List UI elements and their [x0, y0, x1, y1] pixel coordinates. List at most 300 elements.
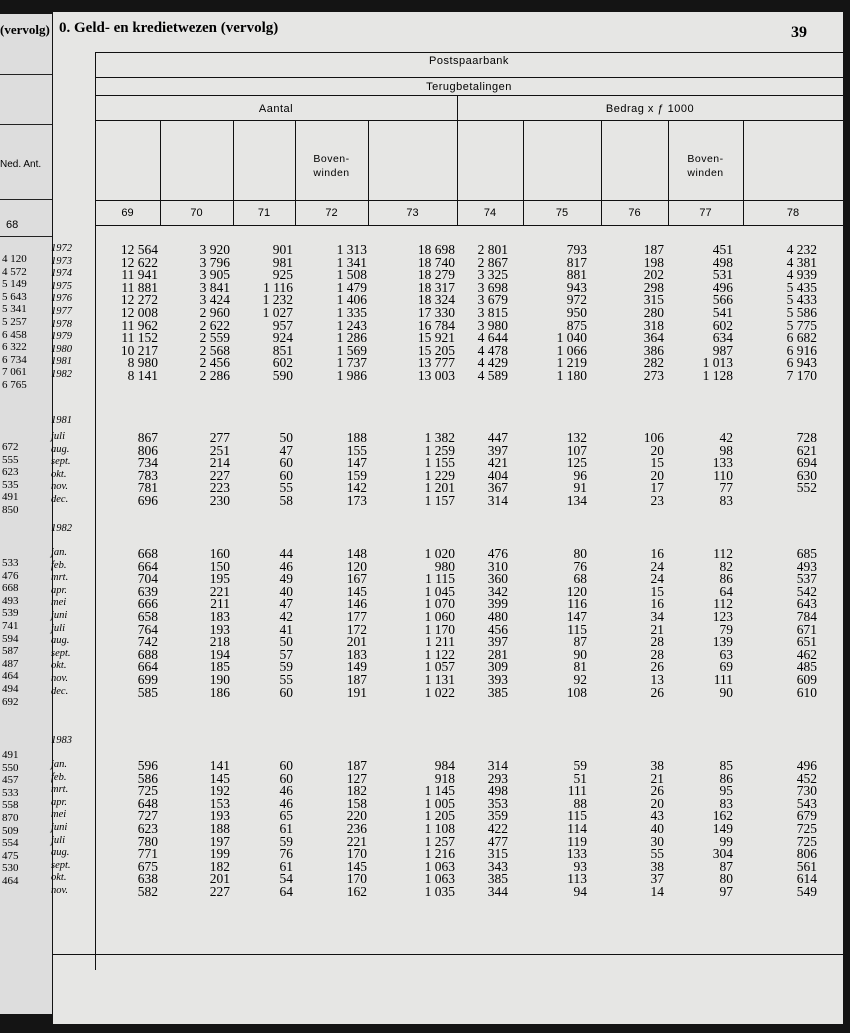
table-cell: 1 406: [336, 292, 367, 308]
table-cell: 783: [137, 467, 158, 483]
table-cell: 125: [566, 455, 587, 471]
period-label: apr.: [51, 796, 68, 808]
left-page-value: 533: [2, 557, 19, 569]
table-cell: 498: [487, 783, 508, 799]
table-cell: 531: [712, 267, 733, 283]
period-label: 1972: [51, 243, 72, 254]
table-cell: 173: [346, 493, 367, 508]
table-cell: 771: [137, 846, 158, 862]
table-cell: 1 027: [262, 305, 293, 320]
table-cell: 780: [137, 833, 158, 849]
table-cell: 11 941: [121, 267, 158, 283]
period-label: 1975: [51, 280, 72, 292]
left-page-value: 692: [2, 695, 19, 708]
table-cell: 817: [566, 254, 587, 270]
table-cell: 57: [279, 646, 293, 662]
table-cell: 668: [137, 546, 158, 561]
table-cell: 123: [712, 609, 733, 624]
header-rule: [95, 120, 843, 121]
table-cell: 47: [279, 442, 293, 458]
table-cell: 160: [209, 546, 230, 561]
table-cell: 451: [712, 242, 733, 257]
table-cell: 918: [434, 770, 455, 786]
table-cell: 46: [279, 795, 293, 811]
table-cell: 177: [346, 609, 367, 624]
table-cell: 211: [210, 596, 230, 612]
left-page-col-number: 68: [6, 219, 19, 231]
table-cell: 1 063: [424, 858, 455, 874]
period-label: nov.: [51, 481, 69, 493]
table-cell: 658: [137, 609, 158, 624]
table-cell: 49: [279, 571, 293, 587]
table-cell: 3 980: [477, 317, 508, 333]
table-cell: 11 962: [121, 317, 158, 333]
left-page-value: 539: [2, 607, 19, 620]
table-cell: 666: [137, 596, 158, 612]
table-cell: 537: [796, 571, 817, 587]
table-cell: 485: [796, 659, 817, 675]
table-cell: 51: [573, 770, 587, 786]
table-cell: 3 815: [477, 305, 508, 320]
table-cell: 14: [650, 884, 664, 899]
table-cell: 54: [279, 871, 293, 887]
table-cell: 63: [719, 646, 733, 662]
table-cell: 132: [566, 430, 587, 445]
table-cell: 5 433: [786, 292, 817, 308]
period-label: 1981: [51, 415, 72, 426]
table-cell: 116: [567, 596, 587, 612]
table-cell: 40: [650, 821, 664, 836]
table-cell: 727: [137, 808, 158, 824]
table-cell: 20: [650, 467, 664, 483]
period-label: dec.: [51, 494, 69, 505]
left-page-value: 6 322: [2, 341, 27, 354]
table-cell: 1 045: [424, 583, 455, 599]
table-cell: 493: [796, 558, 817, 574]
table-cell: 83: [719, 493, 733, 508]
left-page-value: 587: [2, 645, 19, 658]
table-cell: 59: [279, 659, 293, 675]
table-cell: 1 157: [424, 493, 455, 508]
table-cell: 21: [650, 770, 664, 786]
table-cell: 115: [567, 621, 587, 637]
table-cell: 404: [487, 467, 508, 483]
table-cell: 277: [209, 430, 230, 445]
table-cell: 1 201: [424, 480, 455, 496]
table-cell: 26: [650, 684, 664, 700]
table-cell: 133: [566, 846, 587, 862]
table-cell: 364: [643, 330, 664, 346]
table-cell: 987: [712, 342, 733, 358]
table-cell: 145: [346, 858, 367, 874]
table-cell: 191: [346, 684, 367, 700]
table-cell: 867: [137, 430, 158, 445]
period-label: juni: [51, 822, 68, 833]
table-cell: 1 232: [262, 292, 293, 308]
table-cell: 6 943: [786, 355, 817, 371]
table-cell: 13 003: [417, 368, 455, 383]
table-cell: 106: [643, 430, 664, 445]
table-cell: 309: [487, 659, 508, 675]
left-page-value: 464: [2, 875, 19, 887]
table-cell: 1 022: [424, 684, 455, 700]
table-cell: 397: [487, 634, 508, 650]
table-cell: 187: [346, 672, 367, 687]
table-cell: 639: [137, 583, 158, 599]
left-page-value: 475: [2, 849, 19, 862]
table-cell: 2 867: [477, 254, 508, 270]
table-cell: 147: [346, 455, 367, 471]
table-cell: 696: [137, 493, 158, 508]
table-cell: 107: [566, 442, 587, 458]
table-cell: 80: [573, 546, 587, 561]
table-cell: 1 035: [424, 884, 455, 899]
table-cell: 30: [650, 833, 664, 849]
table-cell: 1 116: [263, 279, 293, 295]
table-cell: 193: [209, 808, 230, 824]
table-cell: 90: [573, 646, 587, 662]
table-cell: 46: [279, 783, 293, 799]
table-cell: 162: [346, 884, 367, 899]
table-cell: 17 330: [417, 305, 455, 320]
table-cell: 139: [712, 634, 733, 650]
left-page-value: 5 643: [2, 290, 27, 303]
table-cell: 664: [137, 659, 158, 675]
table-cell: 59: [279, 833, 293, 849]
table-cell: 393: [487, 672, 508, 687]
left-page-header: (vervolg): [0, 22, 50, 37]
table-cell: 195: [209, 571, 230, 587]
table-cell: 957: [272, 317, 293, 333]
table-cell: 82: [719, 558, 733, 574]
table-cell: 851: [272, 342, 293, 358]
table-cell: 183: [346, 646, 367, 662]
table-cell: 664: [137, 558, 158, 574]
table-cell: 4 589: [477, 368, 508, 383]
table-cell: 3 424: [199, 292, 230, 308]
table-cell: 111: [713, 672, 733, 687]
table-cell: 182: [346, 783, 367, 799]
table-cell: 3 325: [477, 267, 508, 283]
column-number: 77: [699, 207, 712, 219]
stub-vertical-rule: [95, 52, 96, 970]
table-cell: 150: [209, 558, 230, 574]
table-cell: 315: [643, 292, 664, 308]
table-cell: 55: [279, 480, 293, 496]
table-cell: 18 317: [417, 279, 455, 295]
table-cell: 55: [279, 672, 293, 687]
left-page-value: 550: [2, 761, 19, 774]
table-cell: 46: [279, 558, 293, 574]
period-label: mei: [51, 809, 67, 821]
left-page-rule: [0, 124, 52, 125]
header-rule: [95, 200, 843, 201]
period-label: juli: [51, 431, 66, 442]
table-cell: 112: [713, 596, 733, 612]
column-number: 69: [121, 207, 134, 219]
table-cell: 88: [573, 795, 587, 811]
table-cell: 76: [573, 558, 587, 574]
table-cell: 1 131: [424, 672, 455, 687]
table-cell: 85: [719, 758, 733, 773]
table-cell: 367: [487, 480, 508, 496]
table-cell: 638: [137, 871, 158, 887]
table-cell: 223: [209, 480, 230, 496]
table-cell: 60: [279, 467, 293, 483]
table-cell: 58: [279, 493, 293, 508]
table-cell: 1 211: [425, 634, 455, 650]
table-cell: 784: [796, 609, 817, 624]
table-cell: 397: [487, 442, 508, 458]
bottom-rule: [53, 954, 843, 955]
table-cell: 119: [567, 833, 587, 849]
table-cell: 3 698: [477, 279, 508, 295]
period-label: jan.: [51, 547, 68, 558]
table-cell: 17: [650, 480, 664, 496]
table-cell: 422: [487, 821, 508, 836]
column-number: 73: [406, 207, 419, 219]
period-label: sept.: [51, 647, 71, 659]
table-cell: 7 170: [786, 368, 817, 383]
table-cell: 10 217: [120, 342, 158, 358]
table-cell: 23: [650, 493, 664, 508]
table-cell: 476: [487, 546, 508, 561]
column-number: 70: [190, 207, 203, 219]
period-label: okt.: [51, 660, 67, 672]
table-cell: 730: [796, 783, 817, 799]
period-label: okt.: [51, 872, 67, 884]
period-label: nov.: [51, 673, 69, 684]
table-cell: 227: [209, 884, 230, 899]
table-cell: 972: [566, 292, 587, 308]
table-cell: 4 381: [786, 254, 817, 270]
table-cell: 77: [719, 480, 733, 496]
table-cell: 1 257: [424, 833, 455, 849]
table-cell: 1 108: [424, 821, 455, 836]
table-cell: 44: [279, 546, 293, 561]
table-cell: 120: [566, 583, 587, 599]
table-cell: 185: [209, 659, 230, 675]
table-cell: 542: [796, 583, 817, 599]
left-page-value: 668: [2, 582, 19, 595]
table-cell: 342: [487, 583, 508, 599]
table-cell: 170: [346, 871, 367, 887]
table-cell: 230: [209, 493, 230, 508]
table-cell: 16 784: [417, 317, 455, 333]
table-cell: 69: [719, 659, 733, 675]
table-cell: 24: [650, 558, 664, 574]
left-page-value: 491: [2, 749, 19, 761]
table-cell: 1 286: [336, 330, 367, 346]
table-cell: 4 429: [477, 355, 508, 371]
table-cell: 793: [566, 242, 587, 257]
table-cell: 901: [272, 242, 293, 257]
table-cell: 93: [573, 858, 587, 874]
period-label: sept.: [51, 456, 71, 468]
left-page-value: 476: [2, 569, 19, 582]
table-cell: 688: [137, 646, 158, 662]
table-cell: 220: [346, 808, 367, 824]
table-cell: 18 698: [417, 242, 455, 257]
period-label: sept.: [51, 859, 71, 871]
left-page-value: 850: [2, 504, 19, 516]
table-cell: 344: [487, 884, 508, 899]
table-cell: 452: [796, 770, 817, 786]
table-cell: 12 622: [120, 254, 158, 270]
table-cell: 1 040: [556, 330, 587, 346]
table-cell: 83: [719, 795, 733, 811]
table-cell: 614: [796, 871, 817, 887]
table-cell: 21: [650, 621, 664, 637]
table-cell: 566: [712, 292, 733, 308]
left-page-value: 594: [2, 632, 19, 645]
column-number: 75: [555, 207, 569, 219]
table-top-rule: [95, 52, 843, 53]
table-cell: 621: [796, 442, 817, 458]
column-number: 72: [325, 207, 338, 219]
table-cell: 38: [650, 858, 664, 874]
column-number: 78: [786, 207, 800, 219]
table-cell: 68: [573, 571, 587, 587]
table-cell: 630: [796, 467, 817, 483]
left-page-rule: [0, 199, 52, 200]
table-cell: 188: [346, 430, 367, 445]
table-cell: 280: [643, 305, 664, 320]
table-cell: 86: [719, 571, 733, 587]
period-label: 1981: [51, 356, 72, 368]
table-cell: 202: [643, 267, 664, 283]
period-label: 1978: [51, 318, 72, 330]
table-cell: 421: [487, 455, 508, 471]
table-cell: 477: [487, 833, 508, 849]
table-cell: 3 920: [199, 242, 230, 257]
table-cell: 5 435: [786, 279, 817, 295]
table-cell: 496: [796, 758, 817, 773]
table-cell: 188: [209, 821, 230, 836]
column-number: 76: [628, 207, 641, 219]
table-cell: 50: [279, 430, 293, 445]
period-label: apr.: [51, 584, 68, 596]
left-page-value: 493: [2, 594, 19, 607]
table-cell: 298: [643, 279, 664, 295]
table-cell: 38: [650, 758, 664, 773]
table-cell: 273: [643, 368, 664, 383]
left-page-value: 554: [2, 837, 19, 850]
table-cell: 2 456: [199, 355, 230, 371]
table-cell: 182: [209, 858, 230, 874]
flow-header: Terugbetalingen: [426, 81, 512, 93]
table-cell: 12 008: [120, 305, 158, 320]
table-cell: 55: [650, 846, 664, 862]
table-cell: 61: [279, 858, 293, 874]
period-label: okt.: [51, 468, 67, 480]
table-cell: 148: [346, 546, 367, 561]
table-cell: 590: [272, 368, 293, 383]
table-cell: 4 478: [477, 342, 508, 358]
table-cell: 734: [137, 455, 158, 471]
table-cell: 92: [573, 672, 587, 687]
table-cell: 80: [719, 871, 733, 887]
table-cell: 64: [719, 583, 733, 599]
table-cell: 447: [487, 430, 508, 445]
table-cell: 643: [796, 596, 817, 612]
left-page-value: 5 257: [2, 316, 27, 328]
table-cell: 15 205: [417, 342, 455, 358]
table-cell: 114: [567, 821, 587, 836]
left-page-rule: [0, 74, 52, 75]
table-cell: 76: [279, 846, 293, 862]
table-cell: 1 005: [424, 795, 455, 811]
table-cell: 8 980: [127, 355, 158, 371]
column-number: 74: [483, 207, 497, 219]
table-cell: 764: [137, 621, 158, 637]
table-cell: 699: [137, 672, 158, 687]
left-page-value: 457: [2, 774, 19, 787]
table-cell: 28: [650, 634, 664, 650]
table-cell: 12 564: [120, 242, 158, 257]
table-cell: 1 145: [424, 783, 455, 799]
period-label: 1979: [51, 331, 72, 343]
table-cell: 585: [137, 684, 158, 700]
table-cell: 3 905: [199, 267, 230, 283]
header-rule: [95, 225, 843, 226]
table-cell: 11 152: [121, 330, 158, 346]
table-cell: 685: [796, 546, 817, 561]
table-cell: 1 066: [556, 342, 587, 358]
table-cell: 94: [573, 884, 587, 899]
table-cell: 704: [137, 571, 158, 587]
left-page-value: 5 149: [2, 278, 27, 291]
table-cell: 293: [487, 770, 508, 786]
table-cell: 552: [796, 480, 817, 496]
left-page-value: 6 734: [2, 353, 27, 366]
period-label: mrt.: [51, 572, 69, 584]
table-cell: 1 070: [424, 596, 455, 612]
table-cell: 310: [487, 558, 508, 574]
table-cell: 133: [712, 455, 733, 471]
table-cell: 2 801: [477, 242, 508, 257]
table-cell: 385: [487, 684, 508, 700]
period-label: feb.: [51, 559, 67, 571]
table-cell: 37: [650, 871, 664, 887]
table-cell: 609: [796, 672, 817, 687]
period-label: 1982: [51, 369, 72, 380]
table-cell: 20: [650, 795, 664, 811]
table-cell: 1 313: [336, 242, 367, 257]
period-label: juli: [51, 834, 66, 846]
table-cell: 343: [487, 858, 508, 874]
left-page-col-header: Ned. Ant.: [0, 159, 42, 170]
table-cell: 120: [346, 558, 367, 574]
page: [53, 12, 843, 1024]
table-cell: 86: [719, 770, 733, 786]
table-cell: 596: [137, 758, 158, 773]
table-cell: 61: [279, 821, 293, 836]
table-cell: 725: [137, 783, 158, 799]
table-cell: 172: [346, 621, 367, 637]
table-cell: 586: [137, 770, 158, 786]
table-cell: 675: [137, 858, 158, 874]
table-cell: 1 057: [424, 659, 455, 675]
period-label: nov.: [51, 885, 69, 896]
period-label: dec.: [51, 685, 69, 697]
table-cell: 170: [346, 846, 367, 862]
table-cell: 806: [137, 442, 158, 458]
table-cell: 1 060: [424, 609, 455, 624]
table-cell: 314: [487, 758, 508, 773]
table-cell: 4 232: [786, 242, 817, 257]
table-cell: 281: [487, 646, 508, 662]
